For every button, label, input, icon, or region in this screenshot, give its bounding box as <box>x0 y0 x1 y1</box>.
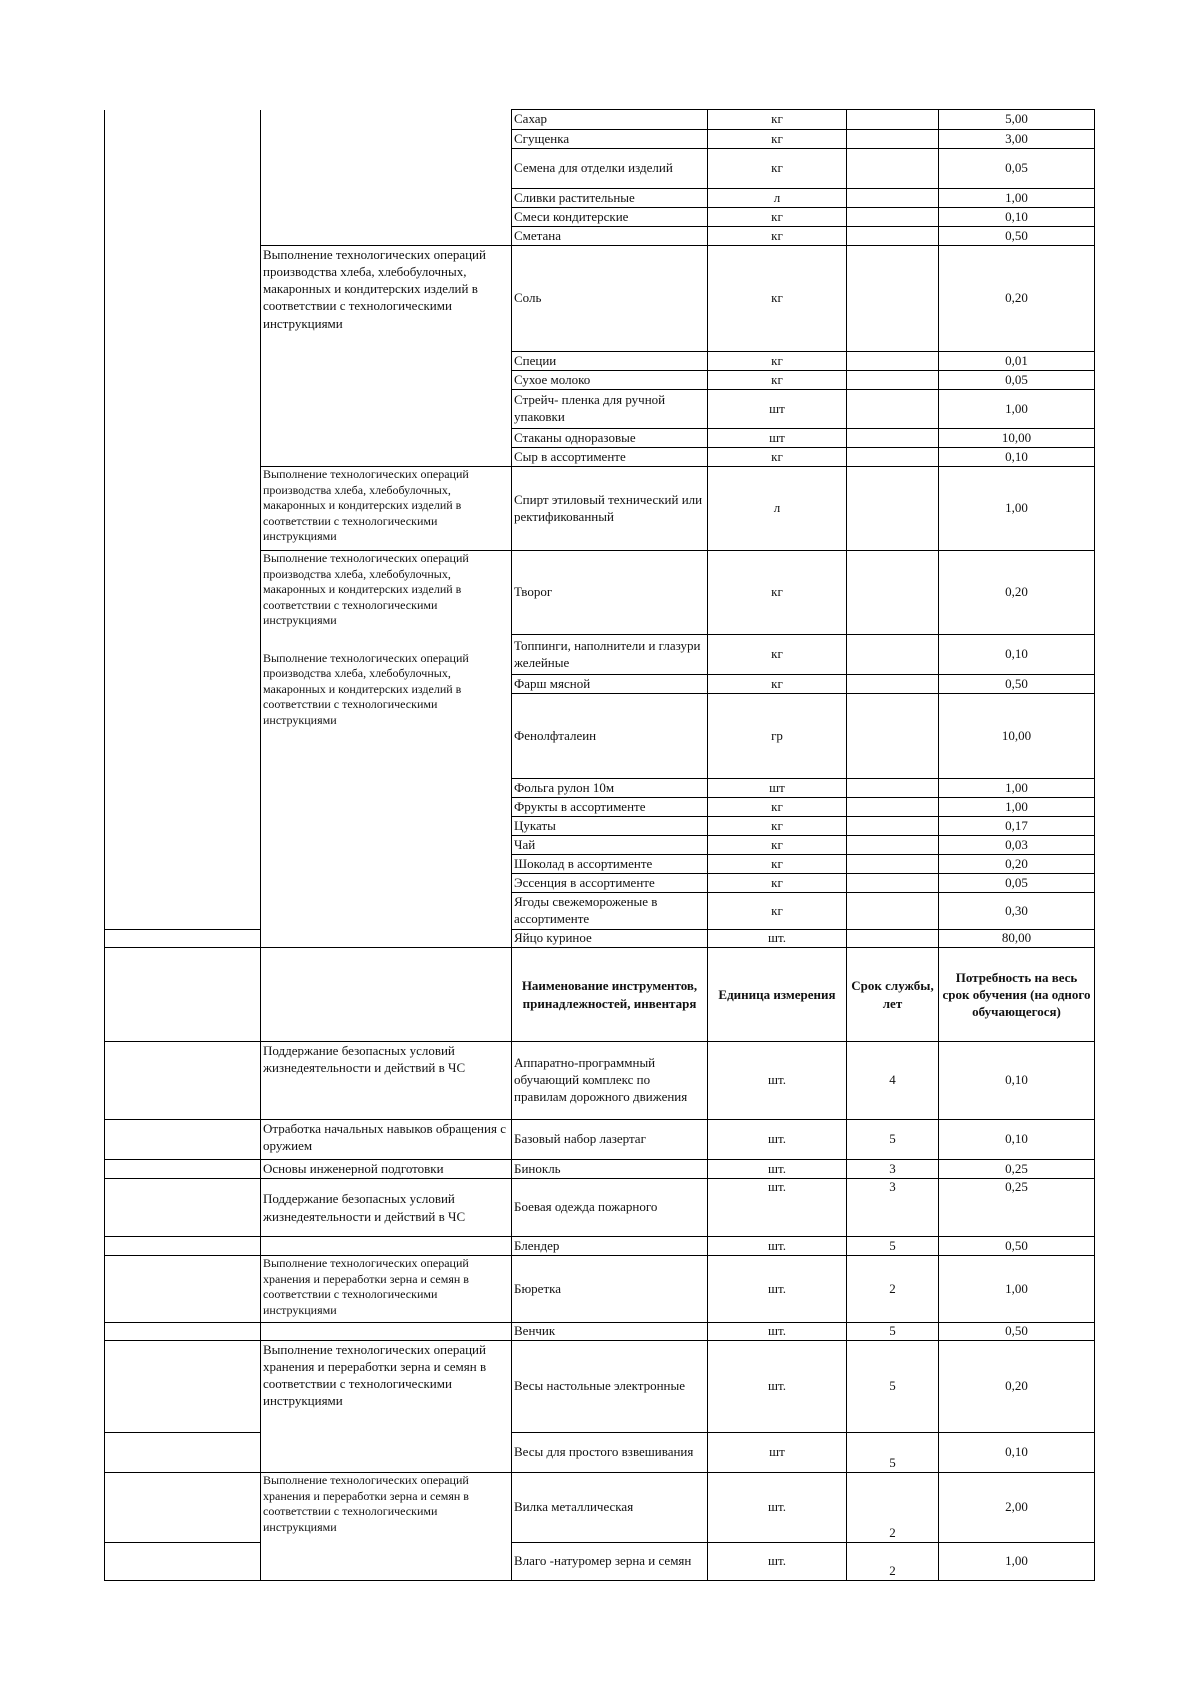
item-name: Фенолфталеин <box>512 694 708 779</box>
activity-cell: Выполнение технологических операций хранения и переработки зерна и семян в соответствии с технологическими инструкциями <box>261 1256 512 1323</box>
item-name: Семена для отделки изделий <box>512 149 708 189</box>
item-qty: 0,05 <box>939 371 1095 390</box>
item-qty: 0,10 <box>939 1433 1095 1473</box>
item-unit: кг <box>708 551 847 635</box>
table-row <box>105 1473 1095 1543</box>
item-term <box>847 635 939 675</box>
activity-cell: Выполнение технологических операций хранения и переработки зерна и семян в соответствии с технологическими инструкциями <box>261 1341 512 1473</box>
item-name: Соль <box>512 246 708 352</box>
item-term: 5 <box>847 1120 939 1160</box>
item-unit: шт. <box>708 1179 847 1237</box>
activity-cell: Выполнение технологических операций хранения и переработки зерна и семян в соответствии с технологическими инструкциями <box>261 1473 512 1581</box>
empty-cell <box>105 1120 261 1160</box>
item-name: Блендер <box>512 1237 708 1256</box>
item-qty: 0,50 <box>939 1323 1095 1341</box>
item-term <box>847 371 939 390</box>
item-term <box>847 208 939 227</box>
activity-cell <box>261 1323 512 1341</box>
item-name: Весы настольные электронные <box>512 1341 708 1433</box>
item-qty: 0,10 <box>939 635 1095 675</box>
item-term: 2 <box>847 1473 939 1543</box>
header-row <box>105 948 1095 1042</box>
table-row <box>105 1120 1095 1160</box>
item-qty: 0,20 <box>939 1341 1095 1433</box>
item-qty: 0,05 <box>939 149 1095 189</box>
item-term <box>847 675 939 694</box>
item-name: Творог <box>512 551 708 635</box>
item-unit: кг <box>708 817 847 836</box>
item-term <box>847 855 939 874</box>
item-term <box>847 694 939 779</box>
item-name: Фрукты в ассортименте <box>512 798 708 817</box>
item-qty: 1,00 <box>939 390 1095 429</box>
item-unit: шт. <box>708 1042 847 1120</box>
empty-cell <box>105 1042 261 1120</box>
item-unit: шт <box>708 779 847 798</box>
item-unit: шт. <box>708 1473 847 1543</box>
item-name: Сливки растительные <box>512 189 708 208</box>
header-qty: Потребность на весь срок обучения (на одного обучающегося) <box>939 948 1095 1042</box>
item-qty: 0,10 <box>939 1042 1095 1120</box>
item-name: Сахар <box>512 110 708 130</box>
item-unit: кг <box>708 893 847 930</box>
item-name: Весы для простого взвешивания <box>512 1433 708 1473</box>
item-name: Аппаратно-программный обучающий комплекс по правилам дорожного движения <box>512 1042 708 1120</box>
item-term <box>847 429 939 448</box>
item-term: 5 <box>847 1341 939 1433</box>
empty-cell <box>105 1433 261 1473</box>
item-qty: 1,00 <box>939 798 1095 817</box>
item-name: Ягоды свежемороженые в ассортименте <box>512 893 708 930</box>
item-qty: 0,20 <box>939 855 1095 874</box>
item-name: Фарш мясной <box>512 675 708 694</box>
item-qty: 80,00 <box>939 930 1095 948</box>
item-name: Венчик <box>512 1323 708 1341</box>
item-term: 5 <box>847 1237 939 1256</box>
item-term <box>847 551 939 635</box>
item-unit: кг <box>708 352 847 371</box>
item-name: Сгущенка <box>512 130 708 149</box>
item-unit: кг <box>708 836 847 855</box>
item-term <box>847 227 939 246</box>
item-unit: кг <box>708 798 847 817</box>
item-name: Вилка металлическая <box>512 1473 708 1543</box>
item-qty: 0,30 <box>939 893 1095 930</box>
item-term <box>847 352 939 371</box>
empty-cell <box>105 1543 261 1581</box>
empty-cell <box>261 948 512 1042</box>
item-name: Яйцо куриное <box>512 930 708 948</box>
table-row <box>105 1237 1095 1256</box>
empty-cell <box>105 1341 261 1433</box>
item-name: Спирт этиловый технический или ректификованный <box>512 467 708 551</box>
item-name: Влаго -натуромер зерна и семян <box>512 1543 708 1581</box>
item-qty: 0,20 <box>939 246 1095 352</box>
item-term: 2 <box>847 1543 939 1581</box>
item-name: Сухое молоко <box>512 371 708 390</box>
item-qty: 0,50 <box>939 1237 1095 1256</box>
item-term <box>847 467 939 551</box>
table-row <box>105 1543 1095 1581</box>
item-term <box>847 836 939 855</box>
activity-cell: Выполнение технологических операций производства хлеба, хлебобулочных, макаронных и кондитерских изделий в соответствии с технологическими инструкциями <box>261 467 512 551</box>
item-term <box>847 893 939 930</box>
item-unit: гр <box>708 694 847 779</box>
item-qty: 2,00 <box>939 1473 1095 1543</box>
materials-table <box>104 109 1095 1581</box>
table-row <box>105 1160 1095 1179</box>
item-name: Смеси кондитерские <box>512 208 708 227</box>
table-row <box>105 1179 1095 1237</box>
item-unit: л <box>708 467 847 551</box>
item-name: Боевая одежда пожарного <box>512 1179 708 1237</box>
activity-cell: Основы инженерной подготовки <box>261 1160 512 1179</box>
item-name: Шоколад в ассортименте <box>512 855 708 874</box>
item-term <box>847 149 939 189</box>
empty-cell <box>105 1256 261 1323</box>
item-qty: 10,00 <box>939 694 1095 779</box>
empty-cell <box>105 110 261 930</box>
item-unit: кг <box>708 855 847 874</box>
item-unit: шт. <box>708 1256 847 1323</box>
item-qty: 0,50 <box>939 227 1095 246</box>
item-name: Сыр в ассортименте <box>512 448 708 467</box>
item-term <box>847 930 939 948</box>
item-unit: кг <box>708 227 847 246</box>
item-qty: 0,25 <box>939 1179 1095 1237</box>
empty-cell <box>105 1179 261 1237</box>
item-qty: 0,05 <box>939 874 1095 893</box>
item-term: 3 <box>847 1179 939 1237</box>
item-unit: кг <box>708 130 847 149</box>
activity-cell: Выполнение технологических операций производства хлеба, хлебобулочных, макаронных и кондитерских изделий в соответствии с технологическими инструкциями <box>261 635 512 948</box>
item-unit: кг <box>708 675 847 694</box>
item-term <box>847 130 939 149</box>
header-term: Срок службы, лет <box>847 948 939 1042</box>
item-unit: шт. <box>708 1341 847 1433</box>
item-name: Цукаты <box>512 817 708 836</box>
item-unit: кг <box>708 371 847 390</box>
table-row <box>105 930 1095 948</box>
item-qty: 0,10 <box>939 448 1095 467</box>
item-term: 5 <box>847 1323 939 1341</box>
item-term <box>847 779 939 798</box>
item-unit: кг <box>708 448 847 467</box>
item-unit: кг <box>708 208 847 227</box>
activity-cell <box>261 110 512 246</box>
table-row <box>105 110 1095 130</box>
item-name: Специи <box>512 352 708 371</box>
item-term <box>847 798 939 817</box>
item-qty: 0,25 <box>939 1160 1095 1179</box>
item-unit: шт. <box>708 930 847 948</box>
item-unit: шт. <box>708 1160 847 1179</box>
item-unit: шт <box>708 390 847 429</box>
activity-cell: Выполнение технологических операций производства хлеба, хлебобулочных, макаронных и кондитерских изделий в соответствии с технологическими инструкциями <box>261 246 512 467</box>
item-term <box>847 110 939 130</box>
item-term <box>847 874 939 893</box>
item-qty: 0,03 <box>939 836 1095 855</box>
item-qty: 0,01 <box>939 352 1095 371</box>
header-name: Наименование инструментов, принадлежностей, инвентаря <box>512 948 708 1042</box>
item-term <box>847 246 939 352</box>
table-row <box>105 1042 1095 1120</box>
item-qty: 0,50 <box>939 675 1095 694</box>
item-unit: кг <box>708 635 847 675</box>
item-qty: 0,10 <box>939 1120 1095 1160</box>
document-sheet <box>104 109 1094 1589</box>
item-qty: 0,10 <box>939 208 1095 227</box>
empty-cell <box>105 1323 261 1341</box>
item-name: Бюретка <box>512 1256 708 1323</box>
item-term <box>847 817 939 836</box>
empty-cell <box>105 930 261 948</box>
item-name: Бинокль <box>512 1160 708 1179</box>
item-name: Топпинги, наполнители и глазури желейные <box>512 635 708 675</box>
item-unit: шт. <box>708 1120 847 1160</box>
item-unit: шт. <box>708 1543 847 1581</box>
activity-cell: Поддержание безопасных условий жизнедеятельности и действий в ЧС <box>261 1179 512 1237</box>
item-qty: 1,00 <box>939 189 1095 208</box>
table-row <box>105 1341 1095 1433</box>
item-term: 4 <box>847 1042 939 1120</box>
item-unit: л <box>708 189 847 208</box>
item-term: 5 <box>847 1433 939 1473</box>
activity-cell: Выполнение технологических операций производства хлеба, хлебобулочных, макаронных и кондитерских изделий в соответствии с технологическими инструкциями <box>261 551 512 635</box>
item-term: 3 <box>847 1160 939 1179</box>
item-qty: 1,00 <box>939 467 1095 551</box>
activity-cell: Поддержание безопасных условий жизнедеятельности и действий в ЧС <box>261 1042 512 1120</box>
item-term <box>847 189 939 208</box>
item-name: Стаканы одноразовые <box>512 429 708 448</box>
item-qty: 5,00 <box>939 110 1095 130</box>
item-name: Стрейч- пленка для ручной упаковки <box>512 390 708 429</box>
item-term <box>847 390 939 429</box>
empty-cell <box>105 1160 261 1179</box>
item-qty: 1,00 <box>939 1543 1095 1581</box>
item-unit: кг <box>708 110 847 130</box>
activity-cell <box>261 1237 512 1256</box>
item-term <box>847 448 939 467</box>
empty-cell <box>105 1237 261 1256</box>
item-unit: шт. <box>708 1323 847 1341</box>
item-name: Сметана <box>512 227 708 246</box>
activity-cell: Отработка начальных навыков обращения с оружием <box>261 1120 512 1160</box>
item-qty: 1,00 <box>939 1256 1095 1323</box>
item-qty: 0,20 <box>939 551 1095 635</box>
item-term: 2 <box>847 1256 939 1323</box>
empty-cell <box>105 1473 261 1543</box>
item-qty: 10,00 <box>939 429 1095 448</box>
item-unit: шт <box>708 429 847 448</box>
item-unit: шт. <box>708 1237 847 1256</box>
item-name: Эссенция в ассортименте <box>512 874 708 893</box>
item-name: Фольга рулон 10м <box>512 779 708 798</box>
table-row <box>105 1256 1095 1323</box>
header-unit: Единица измерения <box>708 948 847 1042</box>
item-unit: кг <box>708 874 847 893</box>
item-name: Чай <box>512 836 708 855</box>
item-unit: шт <box>708 1433 847 1473</box>
item-unit: кг <box>708 246 847 352</box>
table-row <box>105 1323 1095 1341</box>
item-name: Базовый набор лазертаг <box>512 1120 708 1160</box>
item-qty: 3,00 <box>939 130 1095 149</box>
item-qty: 0,17 <box>939 817 1095 836</box>
table-row <box>105 1433 1095 1473</box>
empty-cell <box>105 948 261 1042</box>
item-unit: кг <box>708 149 847 189</box>
item-qty: 1,00 <box>939 779 1095 798</box>
